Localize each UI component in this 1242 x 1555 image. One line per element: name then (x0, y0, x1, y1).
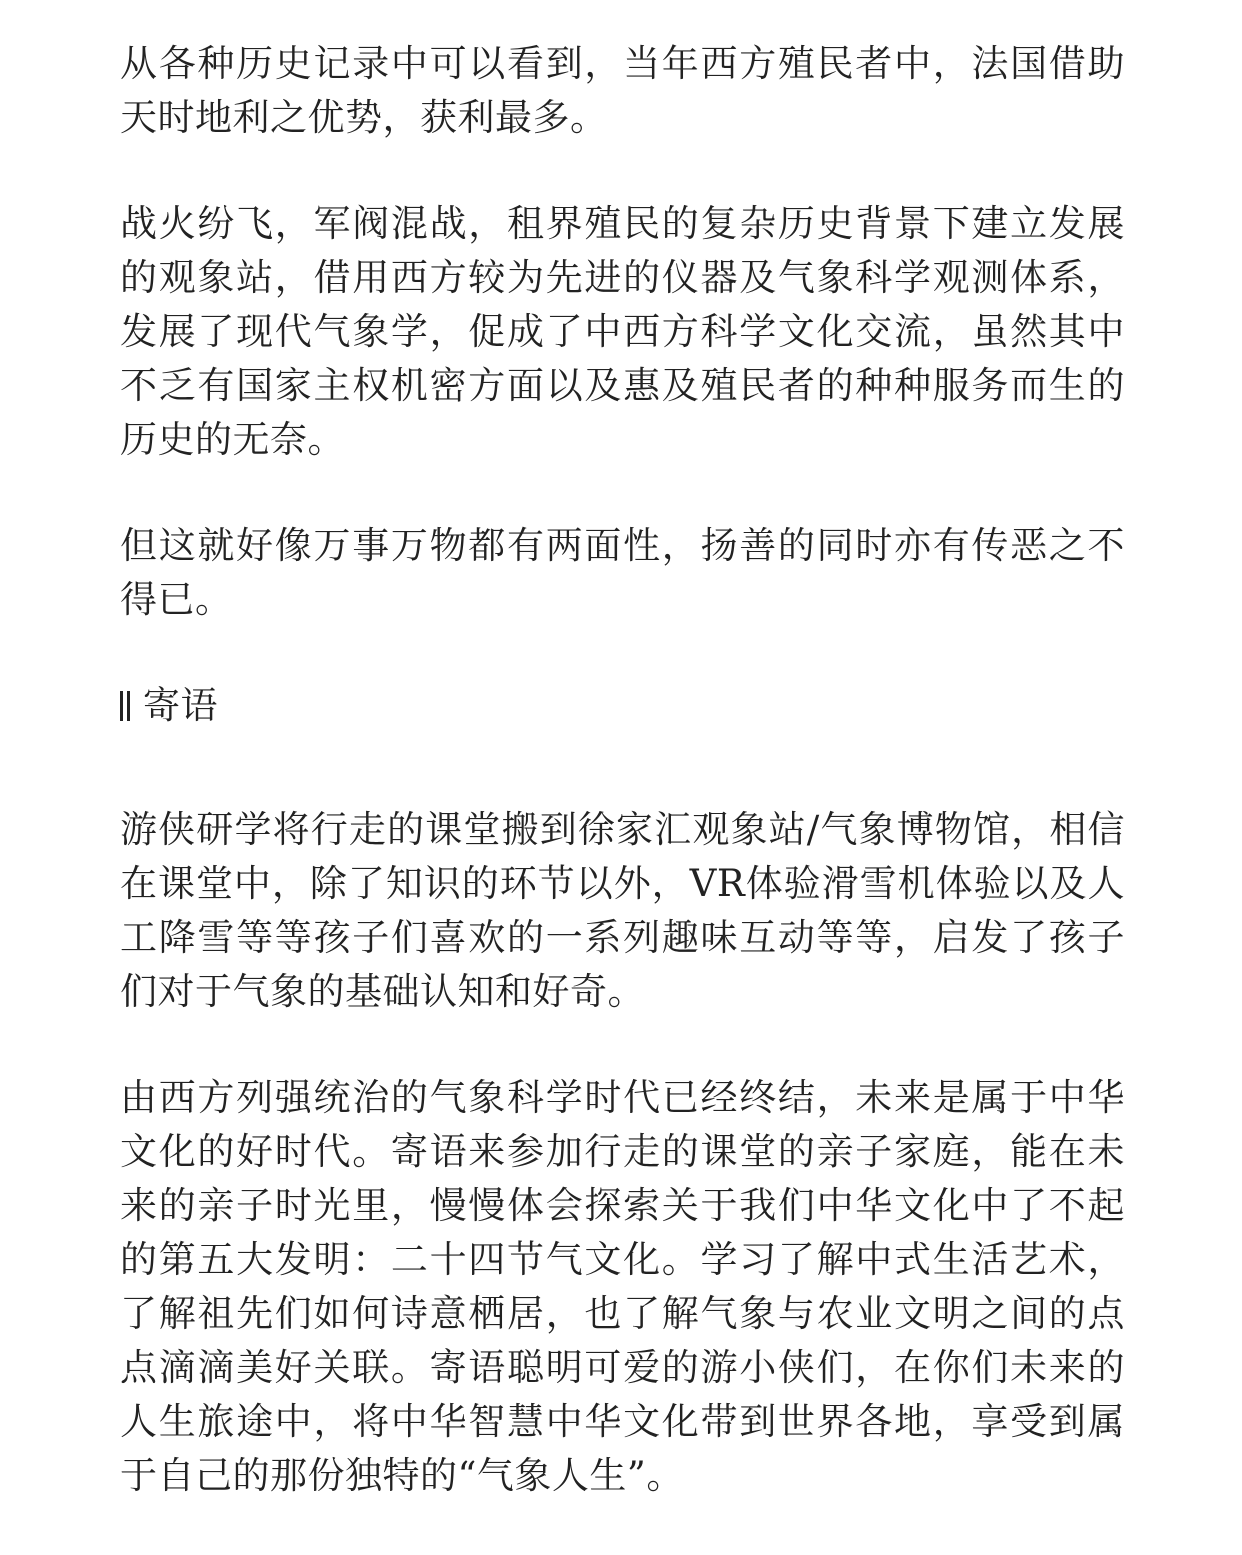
double-vertical-bar-icon (120, 691, 131, 721)
paragraph-study-tour: 游侠研学将行走的课堂搬到徐家汇观象站/气象博物馆，相信在课堂中，除了知识的环节以外，VR体验滑雪机体验以及人工降雪等等孩子们喜欢的一系列趣味互动等等，启发了孩子们对于气象的基础认知和好奇。 (120, 808, 1125, 1013)
section-heading (120, 679, 1125, 733)
paragraph-observatory-history: 战火纷飞，军阀混战，租界殖民的复杂历史背景下建立发展的观象站，借用西方较为先进的仪器及气象科学观测体系，发展了现代气象学，促成了中西方科学文化交流，虽然其中不乏有国家主权机密方面以及惠及殖民者的种种服务而生的历史的无奈。 (120, 202, 1125, 461)
paragraph-colonial-gains: 从各种历史记录中可以看到，当年西方殖民者中，法国借助天时地利之优势，获利最多。 (120, 42, 1125, 139)
paragraph-closing-message: 由西方列强统治的气象科学时代已经终结，未来是属于中华文化的好时代。寄语来参加行走的课堂的亲子家庭，能在未来的亲子时光里，慢慢体会探索关于我们中华文化中了不起的第五大发明：二十四节气文化。学习了解中式生活艺术，了解祖先们如何诗意栖居，也了解气象与农业文明之间的点点滴滴美好关联。寄语聪明可爱的游小侠们，在你们未来的人生旅途中，将中华智慧中华文化带到世界各地，享受到属于自己的那份独特的“气象人生”。 (120, 1076, 1125, 1497)
section-heading-label: 寄语 (143, 684, 218, 727)
article-body (120, 37, 1125, 1555)
paragraph-two-sides: 但这就好像万事万物都有两面性，扬善的同时亦有传恶之不得已。 (120, 524, 1125, 621)
